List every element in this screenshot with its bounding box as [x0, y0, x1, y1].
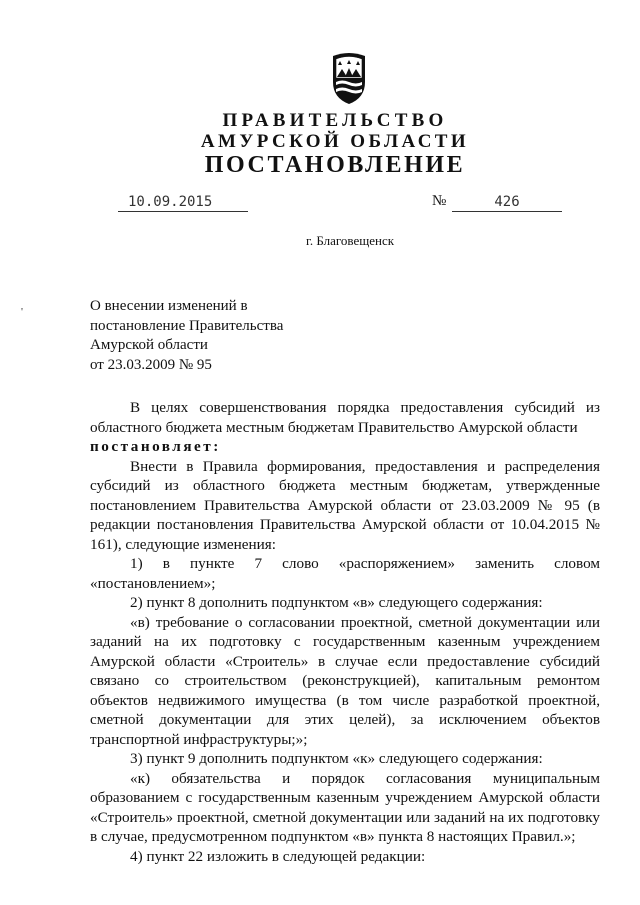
region-heading: АМУРСКОЙ ОБЛАСТИ: [200, 131, 470, 152]
document-body: [90, 398, 600, 866]
body-paragraph: 3) пункт 9 дополнить подпунктом «к» следующего содержания:: [130, 750, 543, 767]
body-paragraph: 1) в пункте 7 слово «распоряжением» заменить словом «постановлением»;: [90, 555, 600, 592]
body-paragraph: Внести в Правила формирования, предоставления и распределения субсидий из областного бюджета местным бюджетам, утвержденные постановлением Правительства Амурской области от 23.03.2009 № 95 (в редакции постановления Правительства Амурской области от 10.04.2015 № 161), следующие изменения:: [90, 457, 600, 553]
document-date: 10.09.2015: [118, 194, 248, 212]
government-heading: ПРАВИТЕЛЬСТВО: [222, 110, 448, 131]
body-paragraph: «к) обязательства и порядок согласования муниципальным образованием с государственным казенным учреждением Амурской области «Строитель» проектной, сметной документации или заданий на их подготовку в случае, предусмотренном подпунктом «в» пункта 8 настоящих Правил.»;: [90, 769, 600, 845]
body-paragraph: «в) требование о согласовании проектной, сметной документации или заданий на их подготовку с государственным казенным учреждением Амурской области «Строитель» в случае если предоставление субсидий связано со строительством (реконструкцией), капитальным ремонтом объектов недвижимого имущества (в том числе разработкой проектной, сметной документации для этих целей), за исключением объектов транспортной инфраструктуры;»;: [90, 613, 600, 748]
body-paragraph: 2) пункт 8 дополнить подпунктом «в» следующего содержания:: [130, 594, 543, 611]
margin-mark: ': [21, 306, 23, 318]
amur-region-coat-of-arms-icon: [327, 52, 371, 106]
title-line: от 23.03.2009 № 95: [90, 356, 212, 373]
document-number: 426: [452, 194, 562, 212]
decree-keyword: постановляет:: [90, 438, 221, 455]
title-line: постановление Правительства: [90, 317, 284, 334]
document-type-heading: ПОСТАНОВЛЕНИЕ: [204, 152, 466, 178]
preamble-paragraph: В целях совершенствования порядка предоставления субсидий из областного бюджета местным бюджетам Правительство Амурской области: [90, 399, 600, 436]
city-line: г. Благовещенск: [305, 233, 395, 248]
document-title: [90, 297, 283, 375]
body-paragraph: 4) пункт 22 изложить в следующей редакции:: [130, 847, 426, 865]
number-label: №: [432, 193, 447, 209]
title-line: О внесении изменений в: [90, 298, 248, 314]
title-line: Амурской области: [90, 337, 208, 353]
